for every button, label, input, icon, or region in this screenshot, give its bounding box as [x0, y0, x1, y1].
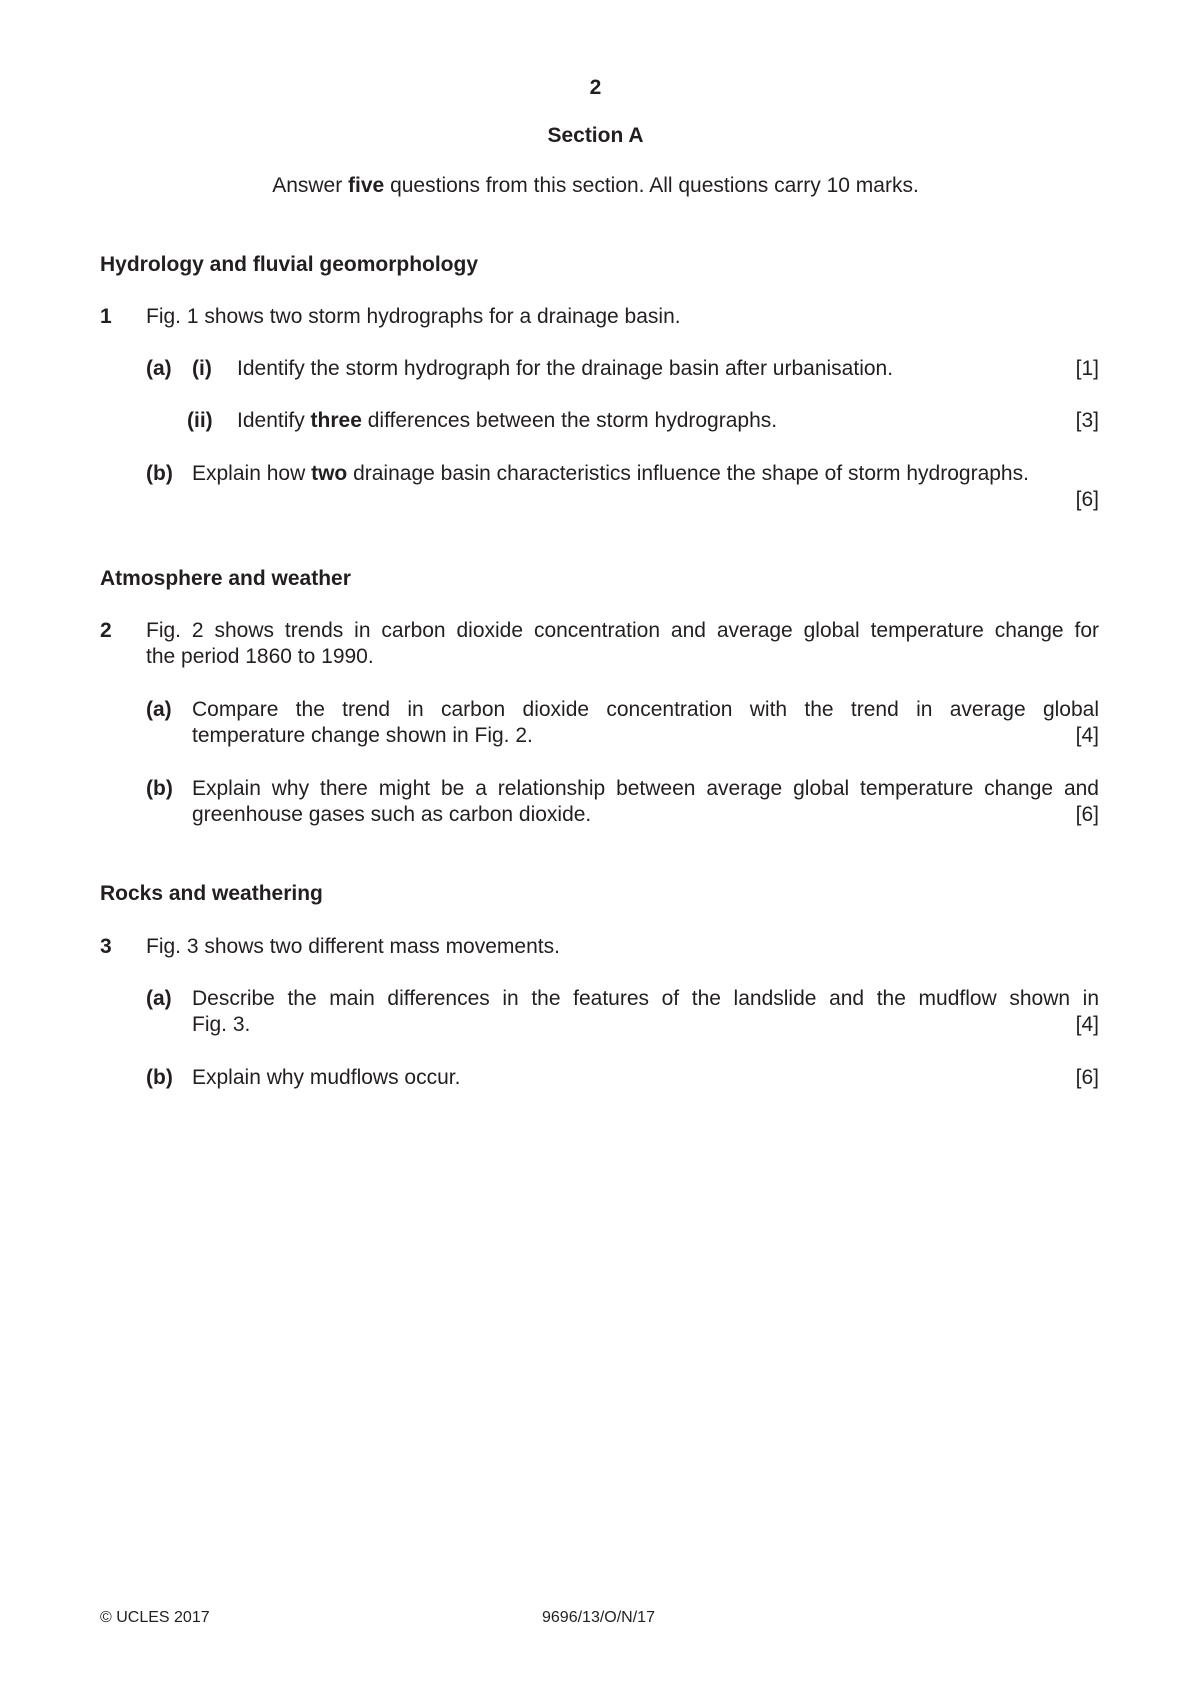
question-1b-bold: two — [311, 462, 348, 485]
question-2a-line2: temperature change shown in Fig. 2. — [192, 724, 533, 747]
question-1ai-text: Identify the storm hydrograph for the drainage basin after urbanisation. — [237, 357, 894, 380]
question-1ai-mark: [1] — [1075, 357, 1099, 380]
question-2-stem-line1: Fig. 2 shows trends in carbon dioxide concentration and average global temperature change for — [146, 619, 1099, 642]
question-3b-label: (b) — [146, 1066, 173, 1089]
question-3a-label: (a) — [146, 987, 172, 1010]
page-number: 2 — [589, 76, 602, 99]
topic-heading-rocks: Rocks and weathering — [100, 882, 323, 905]
question-1-number: 1 — [100, 305, 112, 328]
instructions-pre: Answer — [272, 174, 349, 197]
question-2b-line1: Explain why there might be a relationship between average global temperature change and — [192, 777, 1099, 800]
question-2b-label: (b) — [146, 777, 173, 800]
question-2b-mark: [6] — [1075, 803, 1099, 826]
instructions-bold: five — [348, 174, 385, 197]
question-1b-label: (b) — [146, 462, 173, 485]
question-3b-text: Explain why mudflows occur. — [192, 1066, 461, 1089]
question-1aii-label: (ii) — [187, 409, 213, 432]
question-2b-line2: greenhouse gases such as carbon dioxide. — [192, 803, 592, 826]
question-1aii-mark: [3] — [1075, 409, 1099, 432]
question-1aii-bold: three — [310, 409, 362, 432]
topic-heading-atmosphere: Atmosphere and weather — [100, 567, 351, 590]
question-1b-post: drainage basin characteristics influence the shape of storm hydrographs. — [347, 462, 1029, 485]
question-1b-pre: Explain how — [192, 462, 312, 485]
footer-paper-code: 9696/13/O/N/17 — [542, 1609, 655, 1626]
question-3-number: 3 — [100, 935, 112, 958]
question-1b-mark: [6] — [1075, 488, 1099, 511]
question-3a-line1: Describe the main differences in the features of the landslide and the mudflow shown in — [192, 987, 1099, 1010]
question-1aii-text — [237, 408, 777, 434]
question-2a-line1: Compare the trend in carbon dioxide concentration with the trend in average global — [192, 698, 1099, 721]
question-1ai-label: (i) — [192, 357, 212, 380]
question-2-stem-line2: the period 1860 to 1990. — [146, 645, 374, 668]
section-title: Section A — [547, 124, 644, 147]
question-3a-line2: Fig. 3. — [192, 1013, 251, 1036]
question-1aii-pre: Identify — [237, 409, 311, 432]
question-1a-label: (a) — [146, 357, 172, 380]
topic-heading-hydrology: Hydrology and fluvial geomorphology — [100, 253, 479, 276]
question-2-number: 2 — [100, 619, 112, 642]
question-1b-text — [192, 461, 1029, 487]
question-2a-label: (a) — [146, 698, 172, 721]
instructions — [0, 173, 1191, 199]
question-3a-mark: [4] — [1075, 1013, 1099, 1036]
instructions-post: questions from this section. All questions carry 10 marks. — [384, 174, 919, 197]
footer-copyright: © UCLES 2017 — [100, 1609, 210, 1626]
question-3b-mark: [6] — [1075, 1066, 1099, 1089]
question-1-stem: Fig. 1 shows two storm hydrographs for a drainage basin. — [146, 305, 681, 328]
question-3-stem: Fig. 3 shows two different mass movements. — [146, 935, 560, 958]
question-1aii-post: differences between the storm hydrographs. — [361, 409, 778, 432]
question-2a-mark: [4] — [1075, 724, 1099, 747]
